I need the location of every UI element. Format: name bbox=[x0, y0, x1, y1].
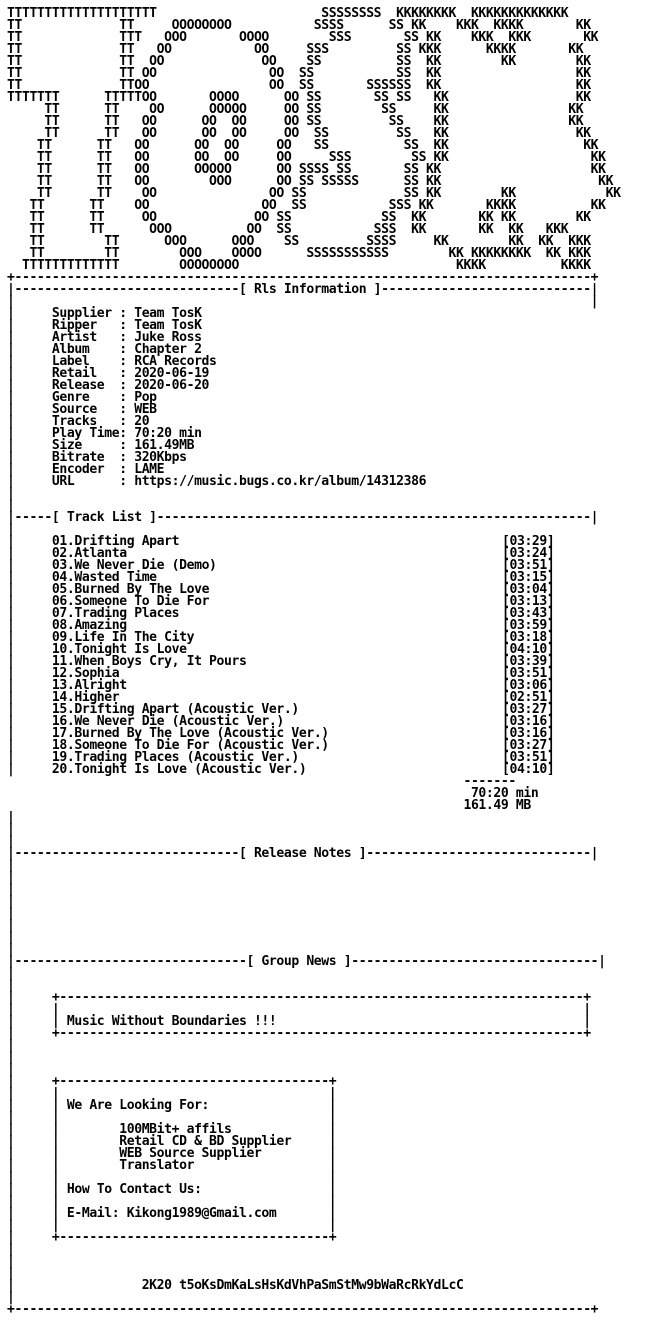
logo-line: TT TT OO OO OO OO SSS SS KK KK bbox=[7, 150, 606, 165]
border-char: | bbox=[7, 606, 52, 621]
footer-line: | | | bbox=[7, 1086, 337, 1101]
footer-line: | bbox=[7, 1038, 15, 1053]
logo-line: TT TT OOOOOOOO SSSS SS KK KKK KKKK KK bbox=[7, 18, 591, 33]
track-title: 07.Trading Places bbox=[51, 606, 180, 621]
track-duration: [03:51] bbox=[502, 750, 555, 765]
logo-line: TT TT OO OOOOO OO SS SS KK KK bbox=[7, 102, 584, 117]
border-char: | bbox=[7, 558, 52, 573]
logo-line: TT TT OOO OOOO SSSSSSSSSSS KK KKKKKKKK KK KKK bbox=[7, 246, 591, 261]
border-char: | bbox=[7, 594, 52, 609]
info-line: | | bbox=[7, 294, 599, 309]
footer-line: | | | bbox=[7, 1194, 337, 1209]
info-line: | Play Time: 70:20 min bbox=[7, 426, 202, 441]
footer-line: | | | bbox=[7, 1218, 337, 1233]
border-char: | bbox=[7, 630, 52, 645]
border-char: | bbox=[7, 534, 52, 549]
footer-line: +-----------------------------------------------------------------------------+ bbox=[7, 1302, 599, 1317]
info-line: | Bitrate : 320Kbps bbox=[7, 450, 187, 465]
logo-line: TTTTTTTTTTTTT OOOOOOOO KKKK KKKK bbox=[7, 258, 591, 273]
track-duration: [03:29] bbox=[502, 534, 555, 549]
track-duration: [04:10] bbox=[502, 762, 555, 777]
footer-line: | bbox=[7, 1242, 15, 1257]
track-duration: [03:18] bbox=[502, 630, 555, 645]
track-title: 09.Life In The City bbox=[51, 630, 195, 645]
track-title: 02.Atlanta bbox=[51, 546, 127, 561]
footer-line: | bbox=[7, 822, 15, 837]
info-line: |------------------------------[ Rls Information ]----------------------------| bbox=[7, 282, 599, 297]
track-duration: [03:43] bbox=[502, 606, 555, 621]
info-line: |-----[ Track List ]----------------------------------------------------------| bbox=[7, 510, 599, 525]
info-line: | Supplier : Team TosK bbox=[7, 306, 202, 321]
track-title: 15.Drifting Apart (Acoustic Ver.) bbox=[51, 702, 299, 717]
footer-line: | bbox=[7, 942, 15, 957]
footer-line: | bbox=[7, 834, 15, 849]
logo-line: TT TT OO OO SS SS KK KK KK KK bbox=[7, 210, 591, 225]
info-line: | Release : 2020-06-20 bbox=[7, 378, 210, 393]
track-title: 19.Trading Places (Acoustic Ver.) bbox=[51, 750, 299, 765]
footer-line: | bbox=[7, 906, 15, 921]
footer-line: | bbox=[7, 1050, 15, 1065]
footer-line: | bbox=[7, 858, 15, 873]
track-duration: [03:51] bbox=[502, 558, 555, 573]
border-char: | bbox=[7, 678, 52, 693]
track-title: 17.Burned By The Love (Acoustic Ver.) bbox=[51, 726, 329, 741]
logo-line: TTTTTTT TTTTTOO OOOO OO SS SS SS KK KK bbox=[7, 90, 591, 105]
border-char: | bbox=[7, 690, 52, 705]
logo-line: TT TT OO OO SS SS KK KK KK bbox=[7, 186, 621, 201]
track-title: 01.Drifting Apart bbox=[51, 534, 180, 549]
info-line: | URL : https://music.bugs.co.kr/album/14312386 bbox=[7, 474, 427, 489]
footer-line: |-------------------------------[ Group News ]---------------------------------| bbox=[7, 954, 606, 969]
logo-line: TT TT OO OOOOO OO SSSS SS SS KK KK bbox=[7, 162, 606, 177]
logo-line: TT TTT OOO OOOO SSS SS KK KKK KKK KK bbox=[7, 30, 599, 45]
footer-line: | | Retail CD & BD Supplier | bbox=[7, 1134, 337, 1149]
track-duration: [04:10] bbox=[502, 642, 555, 657]
footer-line: | | | bbox=[7, 1110, 337, 1125]
info-line: | Tracks : 20 bbox=[7, 414, 150, 429]
border-char: | bbox=[7, 726, 52, 741]
border-char: | bbox=[7, 618, 52, 633]
track-duration: [03:27] bbox=[502, 702, 555, 717]
footer-line: | bbox=[7, 810, 15, 825]
track-duration: [02:51] bbox=[502, 690, 555, 705]
logo-line: TT TT OO OO SS SS KK KK KK bbox=[7, 54, 591, 69]
border-char: | bbox=[7, 642, 52, 657]
info-line: | Source : WEB bbox=[7, 402, 157, 417]
footer-line: | bbox=[7, 1062, 15, 1077]
footer-line: | bbox=[7, 930, 15, 945]
track-title: 04.Wasted Time bbox=[51, 570, 157, 585]
logo-line: TT TTOO OO SS SSSSSS KK KK bbox=[7, 78, 591, 93]
border-char: | bbox=[7, 702, 52, 717]
footer-line: | | E-Mail: Kikong1989@Gmail.com | bbox=[7, 1206, 337, 1221]
footer-line: | bbox=[7, 1290, 15, 1305]
track-duration: [03:04] bbox=[502, 582, 555, 597]
track-title: 16.We Never Die (Acoustic Ver.) bbox=[51, 714, 284, 729]
footer-line: | | | bbox=[7, 1170, 337, 1185]
footer-line: |------------------------------[ Release Notes ]------------------------------| bbox=[7, 846, 599, 861]
logo-line: TT TT OO OO SS SSS KK KKKK KK bbox=[7, 198, 606, 213]
track-title: 20.Tonight Is Love (Acoustic Ver.) bbox=[51, 762, 307, 777]
footer-line: | bbox=[7, 1266, 15, 1281]
track-title: 18.Someone To Die For (Acoustic Ver.) bbox=[51, 738, 329, 753]
footer-line: | | We Are Looking For: | bbox=[7, 1098, 337, 1113]
info-line: | bbox=[7, 498, 15, 513]
logo-line: TT TT OO OO SS SS KK KK bbox=[7, 66, 591, 81]
footer-line: 70:20 min bbox=[7, 786, 539, 801]
border-char: | bbox=[7, 582, 52, 597]
logo-line: TT TT OO OOO OO SS SSSSS SS KK KK bbox=[7, 174, 614, 189]
info-line: | Label : RCA Records bbox=[7, 354, 217, 369]
track-duration: [03:24] bbox=[502, 546, 555, 561]
track-duration: [03:51] bbox=[502, 666, 555, 681]
track-duration: [03:06] bbox=[502, 678, 555, 693]
footer-line: | bbox=[7, 1254, 15, 1269]
info-line: | Size : 161.49MB bbox=[7, 438, 195, 453]
footer-line: | +------------------------------------+ bbox=[7, 1074, 337, 1089]
info-line: | bbox=[7, 522, 15, 537]
track-title: 14.Higher bbox=[51, 690, 120, 705]
track-title: 12.Sophia bbox=[51, 666, 120, 681]
track-title: 03.We Never Die (Demo) bbox=[51, 558, 217, 573]
track-title: 11.When Boys Cry, It Pours bbox=[51, 654, 247, 669]
footer-line: | bbox=[7, 870, 15, 885]
border-char: | bbox=[7, 570, 52, 585]
footer-line: | 2K20 t5oKsDmKaLsHsKdVhPaSmStMw9bWaRcRkYdLcC bbox=[7, 1278, 464, 1293]
track-title: 10.Tonight Is Love bbox=[51, 642, 187, 657]
border-char: | bbox=[7, 762, 52, 777]
info-line: | Album : Chapter 2 bbox=[7, 342, 202, 357]
logo-line: TTTTTTTTTTTTTTTTTTTT SSSSSSSS KKKKKKKK KKKKKKKKKKKKK bbox=[7, 6, 569, 21]
track-duration: [03:59] bbox=[502, 618, 555, 633]
logo-line: TT TT OOO OO SS SSS KK KK KK KKK bbox=[7, 222, 569, 237]
footer-line: | | Music Without Boundaries !!! | bbox=[7, 1014, 591, 1029]
footer-line: | bbox=[7, 894, 15, 909]
track-duration: [03:16] bbox=[502, 714, 555, 729]
track-duration: [03:16] bbox=[502, 726, 555, 741]
footer-line: | bbox=[7, 918, 15, 933]
footer-line: | bbox=[7, 882, 15, 897]
footer-line: | +----------------------------------------------------------------------+ bbox=[7, 1026, 591, 1041]
border-char: | bbox=[7, 738, 52, 753]
footer-line: | | WEB Source Supplier | bbox=[7, 1146, 337, 1161]
track-duration: [03:13] bbox=[502, 594, 555, 609]
footer-line: | | | bbox=[7, 1002, 591, 1017]
border-char: | bbox=[7, 654, 52, 669]
track-duration: [03:15] bbox=[502, 570, 555, 585]
info-line: | bbox=[7, 486, 15, 501]
footer-line: | bbox=[7, 966, 15, 981]
info-line: | Genre : Pop bbox=[7, 390, 157, 405]
logo-line: TT TT OOO OOO SS SSSS KK KK KK KKK bbox=[7, 234, 591, 249]
border-char: | bbox=[7, 750, 52, 765]
track-title: 05.Burned By The Love bbox=[51, 582, 210, 597]
track-duration: [03:27] bbox=[502, 738, 555, 753]
footer-line: | | Translator | bbox=[7, 1158, 337, 1173]
info-line: | Retail : 2020-06-19 bbox=[7, 366, 210, 381]
border-char: | bbox=[7, 666, 52, 681]
footer-line: | | 100MBit+ affils | bbox=[7, 1122, 337, 1137]
border-char: | bbox=[7, 714, 52, 729]
track-title: 06.Someone To Die For bbox=[51, 594, 210, 609]
info-line: | Artist : Juke Ross bbox=[7, 330, 202, 345]
track-title: 13.Alright bbox=[51, 678, 127, 693]
footer-line: 161.49 MB bbox=[7, 798, 531, 813]
track-duration: [03:39] bbox=[502, 654, 555, 669]
info-line: | Ripper : Team TosK bbox=[7, 318, 202, 333]
footer-line: | +------------------------------------+ bbox=[7, 1230, 337, 1245]
logo-line: TT TT OO OO OO OO SS SS KK KK bbox=[7, 114, 584, 129]
info-line: | Encoder : LAME bbox=[7, 462, 165, 477]
logo-line: TT TT OO OO OO OO SS SS KK KK bbox=[7, 126, 591, 141]
border-char: | bbox=[7, 546, 52, 561]
logo-line: TT TT OO OO OO OO SS SS KK KK bbox=[7, 138, 599, 153]
info-line: +-----------------------------------------------------------------------------+ bbox=[7, 270, 599, 285]
footer-line: | | How To Contact Us: | bbox=[7, 1182, 337, 1197]
footer-line: ------- bbox=[7, 774, 516, 789]
logo-line: TT TT OO OO SSS SS KKK KKKK KK bbox=[7, 42, 584, 57]
footer-line: | +----------------------------------------------------------------------+ bbox=[7, 990, 591, 1005]
footer-line: | bbox=[7, 978, 15, 993]
track-title: 08.Amazing bbox=[51, 618, 127, 633]
